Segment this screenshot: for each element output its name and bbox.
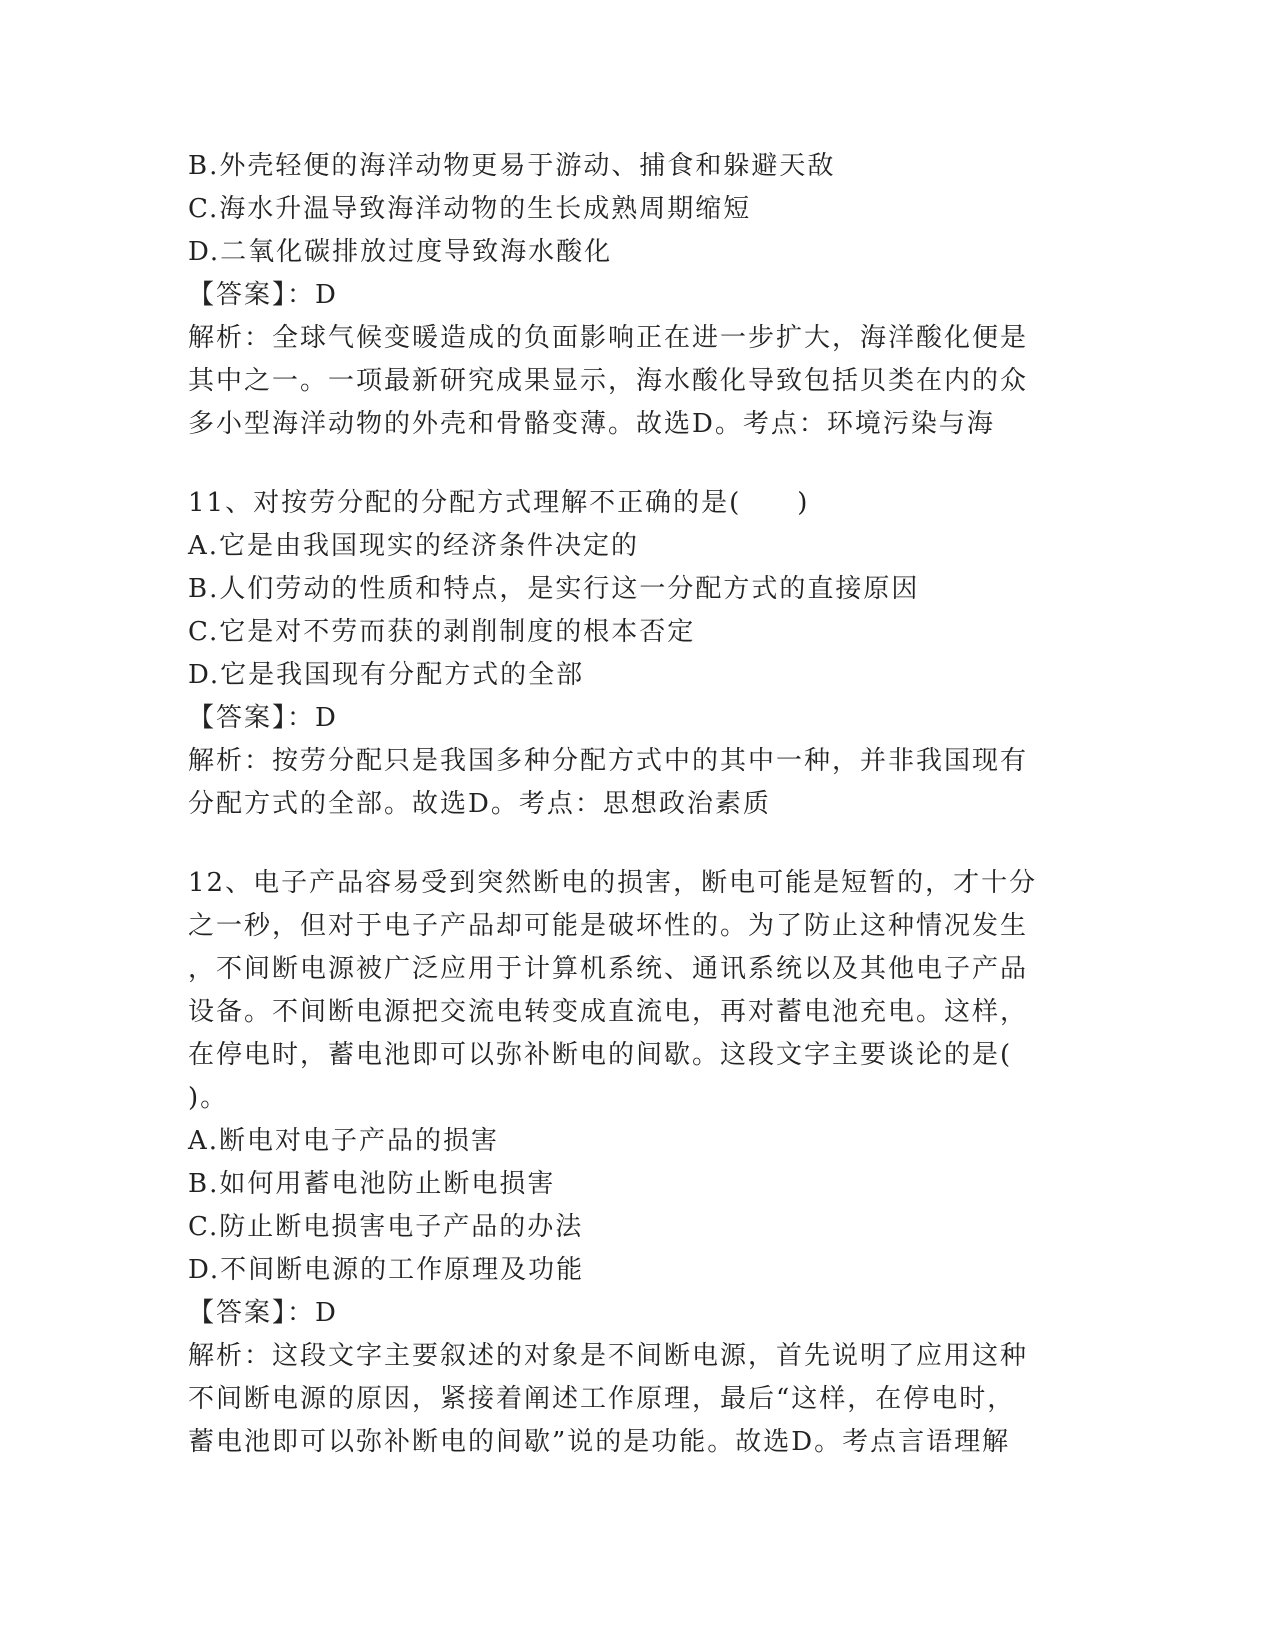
- question-stem-line: 之一秒，但对于电子产品却可能是破坏性的。为了防止这种情况发生: [188, 911, 1029, 941]
- question-stem: 11、对按劳分配的分配方式理解不正确的是( ): [188, 488, 810, 518]
- question-stem-line: 在停电时，蓄电池即可以弥补断电的间歇。这段文字主要谈论的是(: [188, 1040, 1013, 1070]
- question-12: [188, 862, 1068, 1464]
- question-stem-line: 12、电子产品容易受到突然断电的损害，断电可能是短暂的，才十分: [188, 868, 1038, 898]
- analysis-line: 解析：按劳分配只是我国多种分配方式中的其中一种，并非我国现有: [188, 746, 1029, 776]
- document-content: [188, 145, 1068, 1464]
- analysis-line: 解析：全球气候变暖造成的负面影响正在进一步扩大，海洋酸化便是: [188, 323, 1029, 353]
- answer-line: 【答案】：D: [188, 703, 338, 733]
- question-stem-line: 设备。不间断电源把交流电转变成直流电，再对蓄电池充电。这样，: [188, 997, 1029, 1027]
- option-d: D.二氧化碳排放过度导致海水酸化: [188, 237, 613, 267]
- analysis-line: 不间断电源的原因，紧接着阐述工作原理，最后“这样，在停电时，: [188, 1384, 1016, 1414]
- question-10-continuation: [188, 145, 1068, 446]
- analysis-line: 分配方式的全部。故选D。考点：思想政治素质: [188, 789, 771, 819]
- analysis-line: 其中之一。一项最新研究成果显示，海水酸化导致包括贝类在内的众: [188, 366, 1029, 396]
- option-b: B.人们劳动的性质和特点，是实行这一分配方式的直接原因: [188, 574, 920, 604]
- analysis-line: 多小型海洋动物的外壳和骨骼变薄。故选D。考点：环境污染与海: [188, 409, 995, 439]
- answer-line: 【答案】：D: [188, 1298, 338, 1328]
- option-b: B.外壳轻便的海洋动物更易于游动、捕食和躲避天敌: [188, 151, 836, 181]
- analysis-line: 蓄电池即可以弥补断电的间歇”说的是功能。故选D。考点言语理解: [188, 1427, 1011, 1457]
- question-11: [188, 482, 1068, 826]
- question-stem-line: )。: [188, 1083, 229, 1113]
- question-stem-line: ，不间断电源被广泛应用于计算机系统、通讯系统以及其他电子产品: [188, 954, 1029, 984]
- option-d: D.不间断电源的工作原理及功能: [188, 1255, 585, 1285]
- option-d: D.它是我国现有分配方式的全部: [188, 660, 585, 690]
- option-a: A.它是由我国现实的经济条件决定的: [188, 531, 640, 561]
- option-a: A.断电对电子产品的损害: [188, 1126, 500, 1156]
- spacer: [188, 446, 1068, 482]
- answer-line: 【答案】：D: [188, 280, 338, 310]
- option-c: C.防止断电损害电子产品的办法: [188, 1212, 584, 1242]
- spacer: [188, 826, 1068, 862]
- option-c: C.它是对不劳而获的剥削制度的根本否定: [188, 617, 696, 647]
- option-c: C.海水升温导致海洋动物的生长成熟周期缩短: [188, 194, 752, 224]
- option-b: B.如何用蓄电池防止断电损害: [188, 1169, 556, 1199]
- analysis-line: 解析：这段文字主要叙述的对象是不间断电源，首先说明了应用这种: [188, 1341, 1029, 1371]
